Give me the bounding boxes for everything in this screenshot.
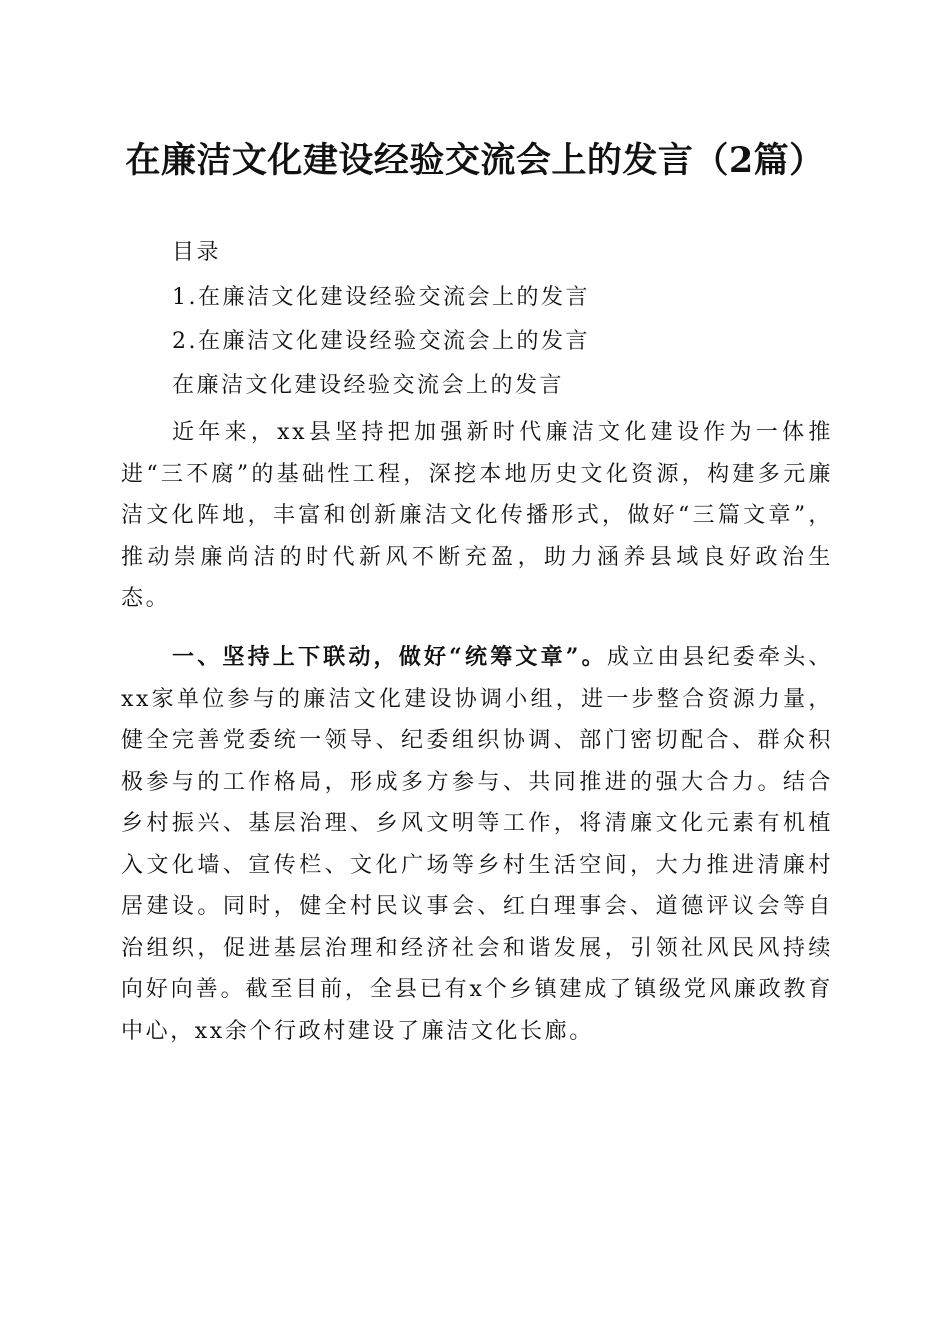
section-1-body: 成立由县纪委牵头、xx家单位参与的廉洁文化建设协调小组，进一步整合资源力量，健全完善党委统一领导、纪委组织协调、部门密切配合、群众积极参与的工作格局，形成多方参与、共同推进的强大合力。结合乡村振兴、基层治理、乡风文明等工作，将清廉文化元素有机植入文化墙、宣传栏、文化广场等乡村生活空间，大力推进清廉村居建设。同时，健全村民议事会、红白理事会、道德评议会等自治组织，促进基层治理和经济社会和谐发展，引领社风民风持续向好向善。截至目前，全县已有x个乡镇建成了镇级党风廉政教育中心，xx余个行政村建设了廉洁文化长廊。 <box>121 645 833 1044</box>
section-1-heading: 一、坚持上下联动，做好“统筹文章”。 <box>172 644 607 670</box>
section-1-paragraph <box>121 637 833 1052</box>
document-title: 在廉洁文化建设经验交流会上的发言（2篇） <box>125 140 825 181</box>
article-title: 在廉洁文化建设经验交流会上的发言 <box>172 373 565 398</box>
toc-heading: 目录 <box>172 240 222 265</box>
toc-item-2: 2.在廉洁文化建设经验交流会上的发言 <box>172 329 590 354</box>
toc-item-1: 1.在廉洁文化建设经验交流会上的发言 <box>172 285 590 310</box>
intro-paragraph: 近年来，xx县坚持把加强新时代廉洁文化建设作为一体推进“三不腐”的基础性工程，深挖本地历史文化资源，构建多元廉洁文化阵地，丰富和创新廉洁文化传播形式，做好“三篇文章”，推动崇廉尚洁的时代新风不断充盈，助力涵养县域良好政治生态。 <box>121 420 833 611</box>
